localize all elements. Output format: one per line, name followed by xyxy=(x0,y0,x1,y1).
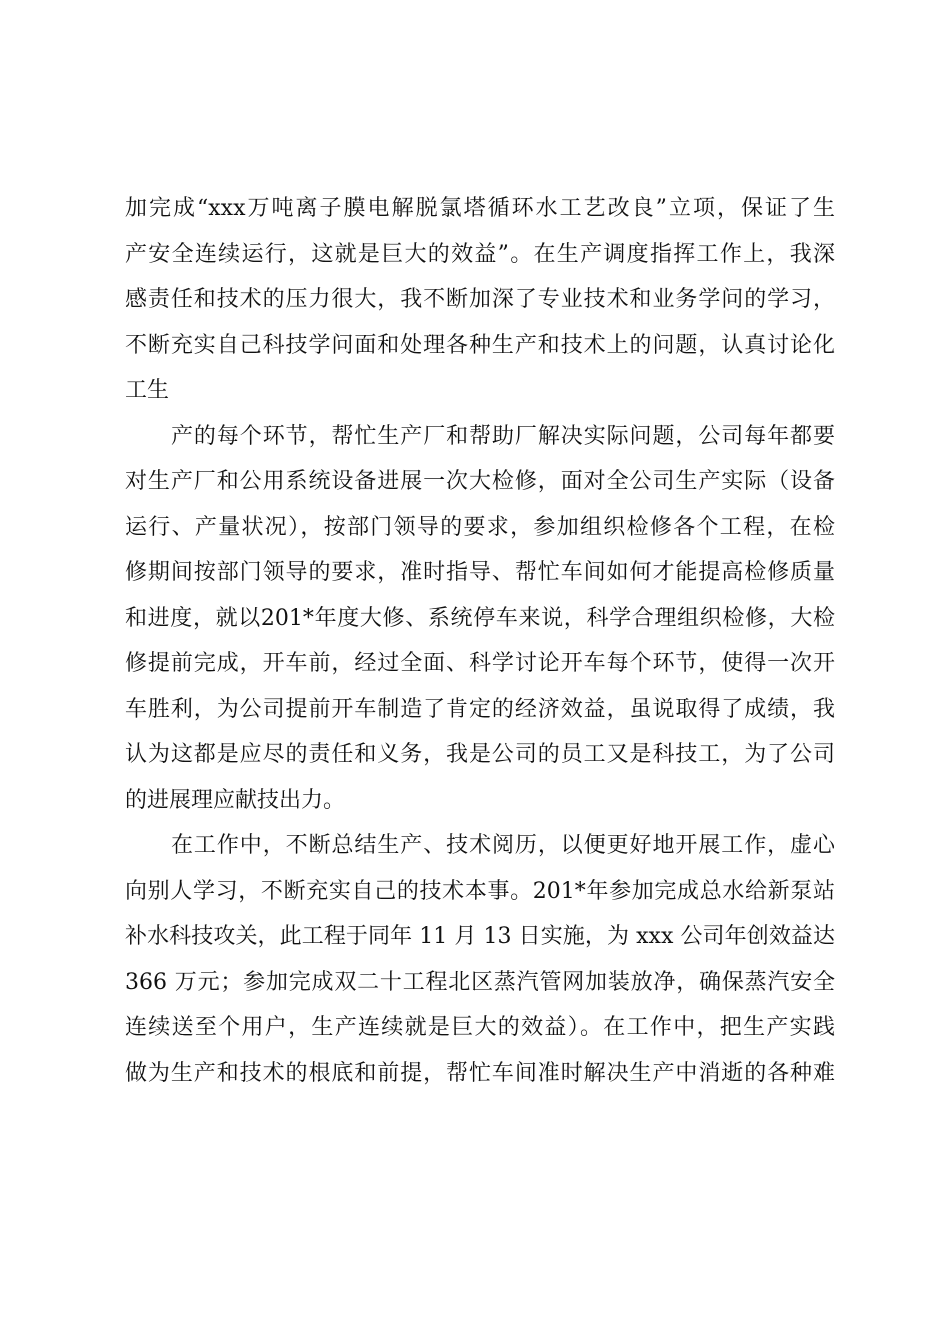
text-line: 对生产厂和公用系统设备进展一次大检修，面对全公司生产实际（设备 xyxy=(125,469,835,494)
text-line: 修提前完成，开车前，经过全面、科学讨论开车每个环节，使得一次开 xyxy=(125,651,835,676)
text-line: 修期间按部门领导的要求，准时指导、帮忙车间如何才能提高检修质量 xyxy=(125,560,835,585)
paragraph-3 xyxy=(125,823,835,1096)
text-line: 366 万元；参加完成双二十工程北区蒸汽管网加装放净，确保蒸汽安全 xyxy=(125,969,835,995)
text-line: 的进展理应献技出力。 xyxy=(125,787,346,813)
text-line: 感责任和技术的压力很大，我不断加深了专业技术和业务学问的学习， xyxy=(125,287,835,312)
document-body xyxy=(125,186,835,1096)
text-line: 运行、产量状况），按部门领导的要求，参加组织检修各个工程，在检 xyxy=(125,514,835,540)
text-line: 向别人学习，不断充实自己的技术本事。201*年参加完成总水给新泵站 xyxy=(125,878,835,904)
text-line: 在工作中，不断总结生产、技术阅历，以便更好地开展工作，虚心 xyxy=(171,833,835,858)
text-line: 不断充实自己科技学问面和处理各种生产和技术上的问题，认真讨论化 xyxy=(125,332,835,358)
paragraph-2 xyxy=(125,414,835,824)
text-line: 和进度，就以201*年度大修、系统停车来说，科学合理组织检修，大检 xyxy=(125,605,835,631)
text-line: 工生 xyxy=(125,378,170,403)
text-line: 产的每个环节，帮忙生产厂和帮助厂解决实际问题，公司每年都要 xyxy=(171,423,835,449)
text-line: 认为这都是应尽的责任和义务，我是公司的员工又是科技工，为了公司 xyxy=(125,742,835,767)
text-line: 连续送至个用户，生产连续就是巨大的效益）。在工作中，把生产实践 xyxy=(125,1015,835,1040)
text-line: 做为生产和技术的根底和前提，帮忙车间准时解决生产中消逝的各种难 xyxy=(125,1060,835,1086)
text-line: 车胜利，为公司提前开车制造了肯定的经济效益，虽说取得了成绩，我 xyxy=(125,696,835,722)
text-line: 补水科技攻关，此工程于同年 11 月 13 日实施，为 xxx 公司年创效益达 xyxy=(125,924,835,949)
paragraph-1 xyxy=(125,186,835,414)
text-line: 加完成“xxx万吨离子膜电解脱氯塔循环水工艺改良”立项，保证了生 xyxy=(125,196,835,221)
text-line: 产安全连续运行，这就是巨大的效益”。在生产调度指挥工作上，我深 xyxy=(125,241,835,267)
